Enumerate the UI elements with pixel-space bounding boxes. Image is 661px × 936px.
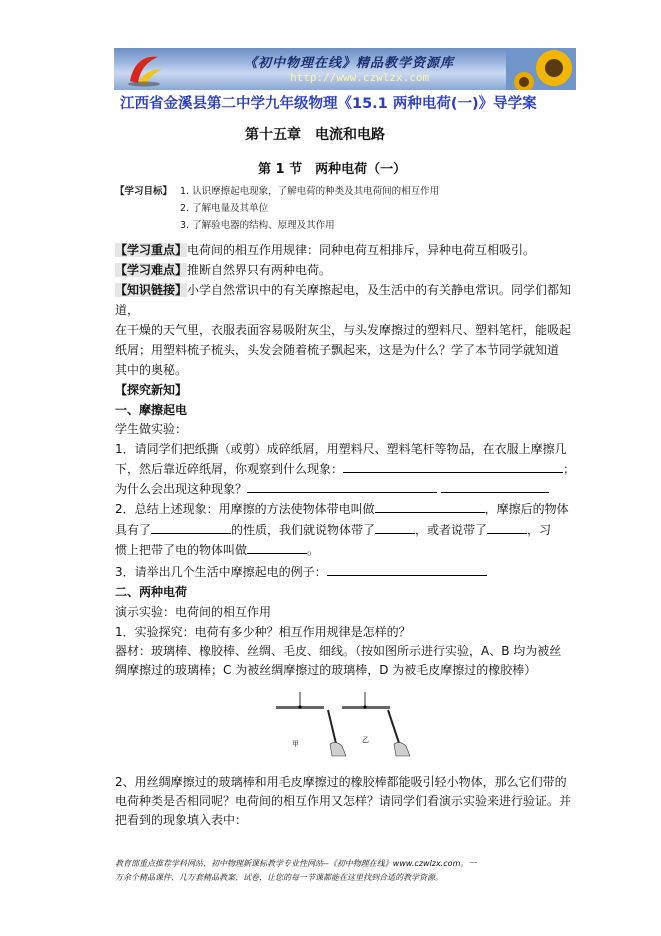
question-text: 具有了 <box>115 523 152 537</box>
hand-icon <box>330 742 346 756</box>
objective-item: 1. 认识摩擦起电现象，了解电荷的种类及其电荷间的相互作用 <box>180 186 440 197</box>
answer-blank[interactable] <box>375 501 485 513</box>
question-text: 电荷种类是否相同呢？电荷间的相互作用又怎样？请同学们看演示实验来进行验证。并 <box>115 794 572 808</box>
question-text: 下，然后靠近碎纸屑，你观察到什么现象： <box>115 462 344 476</box>
objectives-label: 【学习目标】 <box>115 186 173 197</box>
rod-clip <box>299 706 302 709</box>
experiment-figure <box>270 690 420 760</box>
answer-blank[interactable] <box>487 522 527 534</box>
header-banner <box>114 48 576 90</box>
link-text: 在干燥的天气里，衣服表面容易吸附灰尘，与头发摩擦过的塑料尺、塑料笔杆，能吸起 <box>115 323 572 337</box>
banner-url: http://www.czwlzx.com <box>290 71 430 84</box>
site-logo-icon <box>124 51 164 87</box>
key-point <box>115 241 535 258</box>
explore-label: 【探究新知】 <box>115 383 188 397</box>
objective-item: 3. 了解验电器的结构、原理及其作用 <box>180 220 335 231</box>
sunflower-icon <box>506 48 576 90</box>
difficulty-text: 推断自然界只有两种电荷。 <box>187 263 332 277</box>
link-label: 【知识链接】 <box>115 283 188 297</box>
difficulty-label: 【学习难点】 <box>115 263 188 277</box>
link-text: 纸屑；用塑料梳子梳头，头发会随着梳子飘起来，这是为什么？学了本节同学就知道 <box>115 343 560 357</box>
part1-heading: 一、摩擦起电 <box>115 403 188 417</box>
link-text: 道， <box>115 303 140 317</box>
punctuation: ； <box>563 462 576 476</box>
section-heading: 第 1 节 两种电荷（一） <box>258 162 407 177</box>
question-text: 3．请举出几个生活中摩擦起电的例子： <box>115 565 327 579</box>
part2-demo: 演示实验：电荷间的相互作用 <box>115 605 272 619</box>
question-text: 为什么会出现这种现象？ <box>115 482 248 496</box>
answer-blank[interactable] <box>343 461 563 473</box>
question-line <box>115 500 569 517</box>
banner-title: 《初中物理在线》精品教学资源库 <box>244 56 455 71</box>
question-text: ，习 <box>527 523 552 537</box>
question-text: ，摩擦后的物体 <box>484 502 569 516</box>
question-text: 1．请同学们把纸撕（或剪）成碎纸屑，用塑料尺、塑料笔杆等物品，在衣服上摩擦几 <box>115 442 567 456</box>
punctuation: 。 <box>307 543 320 557</box>
answer-blank[interactable] <box>441 481 549 493</box>
link-text: 小学自然常识中的有关摩擦起电，及生活中的有关静电常识。同学们都知 <box>187 283 572 297</box>
question-text: 的性质，我们就说物体带了 <box>231 523 376 537</box>
equipment-text: 器材：玻璃棒、橡胶棒、丝绸、毛皮、细线。（按如图所示进行实验，A、B 均为被丝 <box>115 644 562 658</box>
equipment-text: 绸摩擦过的玻璃棒；C 为被丝绸摩擦过的玻璃棒，D 为被毛皮摩擦过的橡胶棒） <box>115 663 537 677</box>
hand-icon <box>394 742 410 756</box>
answer-blank[interactable] <box>247 542 307 554</box>
figure-label-left: 甲 <box>292 740 299 748</box>
answer-blank[interactable] <box>151 522 231 534</box>
question-text: 1．实验探究：电荷有多少种？相互作用规律是怎样的？ <box>115 625 411 639</box>
part1-intro: 学生做实验： <box>115 422 188 436</box>
document-title: 江西省金溪县第二中学九年级物理《15.1 两种电荷(一)》导学案 <box>120 96 537 112</box>
part2-heading: 二、两种电荷 <box>115 585 188 599</box>
question-line <box>115 480 549 497</box>
chapter-heading: 第十五章 电流和电路 <box>245 127 385 143</box>
footer-line: 教育部重点推荐学科网站、初中物理新课标教学专业性网站--《初中物理在线》www.czwlzx.com。一 <box>115 859 477 868</box>
question-line <box>115 541 319 558</box>
key-point-label: 【学习重点】 <box>115 243 188 257</box>
link-line <box>115 281 571 298</box>
rod-clip <box>364 706 367 709</box>
question-text: 把看到的现象填入表中： <box>115 813 248 827</box>
difficulty <box>115 261 331 278</box>
question-line <box>115 563 487 580</box>
objective-item: 2. 了解电量及其单位 <box>180 203 269 214</box>
question-line <box>115 521 551 538</box>
footer-line: 万余个精品课件、几万套精品教案、试卷，让您的每一节课都能在这里找到合适的教学资源。 <box>115 873 443 882</box>
question-text: 惯上把带了电的物体叫做 <box>115 543 248 557</box>
question-line <box>115 460 575 477</box>
question-text: 2、用丝绸摩擦过的玻璃棒和用毛皮摩擦过的橡胶棒都能吸引轻小物体，那么它们带的 <box>115 775 567 789</box>
link-text: 其中的奥秘。 <box>115 363 188 377</box>
answer-blank[interactable] <box>375 522 415 534</box>
question-text: 2．总结上述现象：用摩擦的方法使物体带电叫做 <box>115 502 375 516</box>
question-text: ，或者说带了 <box>415 523 488 537</box>
figure-label-right: 乙 <box>362 736 369 744</box>
key-point-text: 电荷间的相互作用规律：同种电荷互相排斥，异种电荷互相吸引。 <box>187 243 536 257</box>
answer-blank[interactable] <box>327 564 487 576</box>
answer-blank[interactable] <box>247 481 437 493</box>
